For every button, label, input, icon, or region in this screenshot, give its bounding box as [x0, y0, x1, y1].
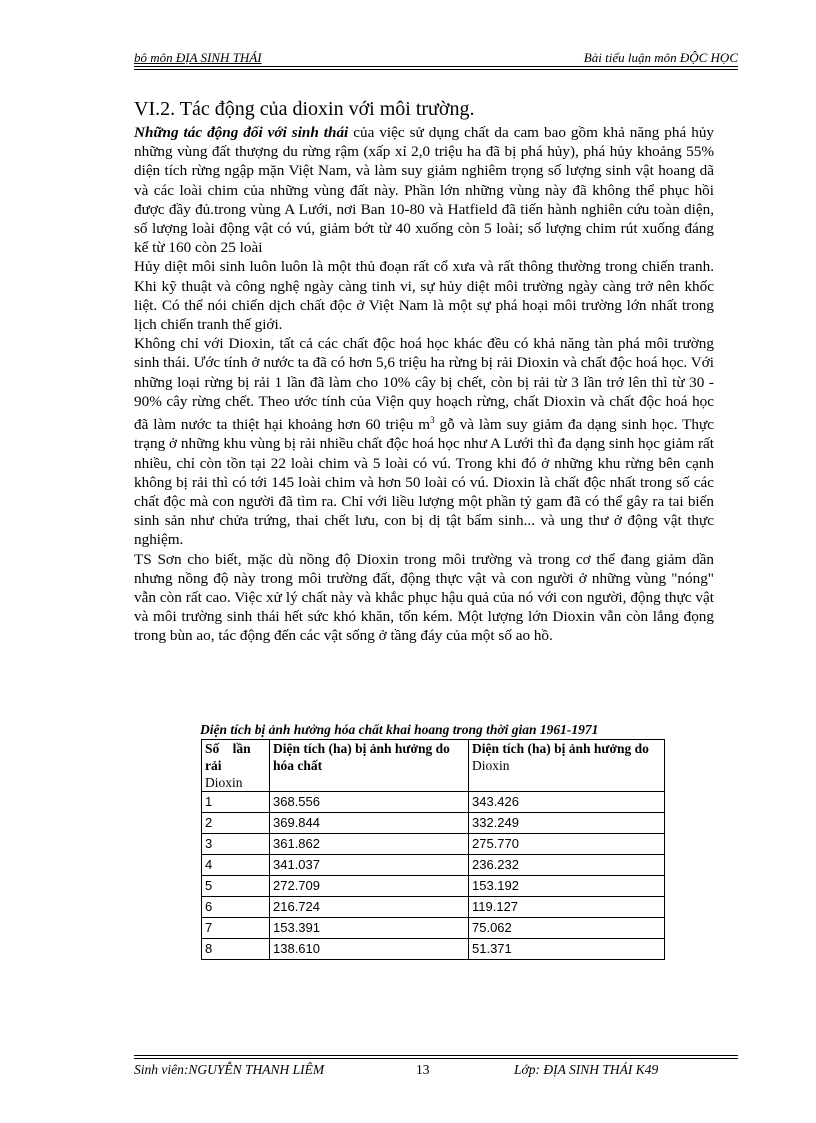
cell-dioxin: 51.371: [469, 939, 665, 960]
cell-chemical: 153.391: [270, 918, 469, 939]
header-course: Bài tiểu luận môn ĐỘC HỌC: [583, 50, 738, 65]
page-footer: [134, 1062, 738, 1080]
header-text: Dioxin: [205, 775, 243, 790]
header-dioxin-area: [469, 740, 665, 792]
header-text: Diện tích (ha) bị ảnh hưởng do: [472, 741, 649, 756]
paragraph-text: của việc sử dụng chất da cam bao gồm khả năng phá hủy những vùng đất thượng du rừng rậm (xấp xỉ 2,0 triệu ha đã bị phá hủy), phá hủy khoảng 55% diện tích rừng ngập mặn Việt Nam, và làm suy giảm nghiêm trọng số lượng sinh vật hoang dã và các loài chim của những vùng đất này. Phần lớn những vùng này đã không thể phục hồi được đầy đủ.trong vùng A Lưới, nơi Ban 10-80 và Hatfield đã tiến hành nghiên cứu toàn diện, số lượng loài động vật có vú, giảm bớt từ 40 xuống còn 5 loài; số lượng chim rút xuống đáng kể từ 160 còn 25 loài: [134, 124, 715, 257]
cell-dioxin: 275.770: [469, 834, 665, 855]
footer-divider: [134, 1055, 738, 1059]
cell-dioxin: 75.062: [469, 918, 665, 939]
paragraph-ecology: [134, 123, 714, 257]
table-header-row: [202, 740, 665, 792]
paragraph-chemical-damage: [134, 334, 714, 549]
cell-count: 3: [202, 834, 270, 855]
header-department: bô môn ĐỊA SINH THÁI: [134, 50, 262, 65]
paragraph-war-destruction: Hủy diệt môi sinh luôn luôn là một thủ đoạn rất cổ xưa và rất thông thường trong chiến tranh. Khi kỹ thuật và công nghệ ngày càng tinh vi, sự hủy diệt môi trường ngày càng trở nên khốc liệt. Có thể nói chiến dịch chất độc ở Việt Nam là một sự phá hoại môi trường lớn nhất trong lịch chiến tranh thế giới.: [134, 258, 714, 334]
cell-dioxin: 332.249: [469, 813, 665, 834]
cell-dioxin: 343.426: [469, 792, 665, 813]
footer-class: Lớp: ĐỊA SINH THÁI K49: [514, 1062, 659, 1077]
section-title: VI.2. Tác động của dioxin với môi trường.: [134, 98, 475, 120]
superscript: 3: [430, 415, 435, 426]
table-row: [202, 939, 665, 960]
cell-count: 7: [202, 918, 270, 939]
header-chemical-area: Diện tích (ha) bị ảnh hưởng do hóa chất: [270, 740, 469, 792]
cell-count: 2: [202, 813, 270, 834]
paragraph-lead: Những tác động đối với sinh thái: [134, 124, 349, 141]
page-number: 13: [416, 1062, 430, 1077]
table-row: [202, 855, 665, 876]
cell-dioxin: 153.192: [469, 876, 665, 897]
paragraph-dioxin-residue: TS Sơn cho biết, mặc dù nồng độ Dioxin trong môi trường và trong cơ thể đang giảm dần nhưng nồng độ này trong môi trường đất, động thực vật và con người ở những vùng "nóng" vẫn còn rất cao. Việc xử lý chất này và khắc phục hậu quả của nó với con người, động thực vật và môi trường sinh thái hết sức khó khăn, tốn kém. Một lượng lớn Dioxin vẫn còn lắng đọng trong bùn ao, tác động đến các vật sống ở tầng đáy của một số ao hồ.: [134, 550, 714, 645]
header-text: Dioxin: [472, 758, 510, 773]
cell-chemical: 368.556: [270, 792, 469, 813]
table-row: [202, 897, 665, 918]
table-row: [202, 918, 665, 939]
cell-chemical: 272.709: [270, 876, 469, 897]
table-caption: Diện tích bị ảnh hưởng hóa chất khai hoang trong thời gian 1961-1971: [200, 722, 599, 737]
body-text: [134, 123, 714, 646]
header-divider: [134, 66, 738, 70]
paragraph-text: Không chỉ với Dioxin, tất cả các chất độc hoá học khác đều có khả năng tàn phá môi trường sinh thái. Ước tính ở nước ta đã có hơn 5,6 triệu ha rừng bị rải Dioxin và chất độc hoá học. Với những loại rừng bị rải 1 lần đã làm cho 10% cây bị chết, còn bị rải từ 3 lần trở lên thì từ 30 - 90% cây rừng chết. Theo ước tính của Viện quy hoạch rừng, chất Dioxin và chất độc hoá học đã làm nước ta thiệt hại khoảng hơn 60 triệu m: [134, 335, 714, 434]
cell-count: 6: [202, 897, 270, 918]
cell-count: 1: [202, 792, 270, 813]
cell-count: 5: [202, 876, 270, 897]
table-row: [202, 813, 665, 834]
table-row: [202, 876, 665, 897]
paragraph-text: gỗ và làm suy giảm đa dạng sinh học. Thực trạng ở những khu vùng bị rải nhiều chất độc hoá học như A Lưới thì đa dạng sinh học giảm rất nhiều, chỉ còn tồn tại 22 loài chim và 5 loài có vú. Trong khi đó ở những khu rừng bên cạnh không bị rải thì có tới 145 loài chim và hơn 50 loài có vú. Dioxin là chất độc nhất trong số các chất độc mà con người đã tìm ra. Chỉ với liều lượng một phần tỷ gam đã có thể gây ra tai biến sinh sản như chửa trứng, thai chết lưu, con bị dị tật bẩm sinh... và ung thư ở động vật thực nghiệm.: [134, 416, 714, 549]
table-row: [202, 792, 665, 813]
cell-chemical: 138.610: [270, 939, 469, 960]
cell-chemical: 361.862: [270, 834, 469, 855]
table-row: [202, 834, 665, 855]
cell-count: 8: [202, 939, 270, 960]
cell-dioxin: 119.127: [469, 897, 665, 918]
dioxin-area-table: [201, 739, 665, 960]
header-spray-count: [202, 740, 270, 792]
cell-dioxin: 236.232: [469, 855, 665, 876]
cell-chemical: 369.844: [270, 813, 469, 834]
cell-chemical: 216.724: [270, 897, 469, 918]
cell-chemical: 341.037: [270, 855, 469, 876]
header-text: Số lần rải: [205, 741, 251, 773]
footer-student: Sinh viên:NGUYỄN THANH LIÊM: [134, 1062, 325, 1077]
cell-count: 4: [202, 855, 270, 876]
